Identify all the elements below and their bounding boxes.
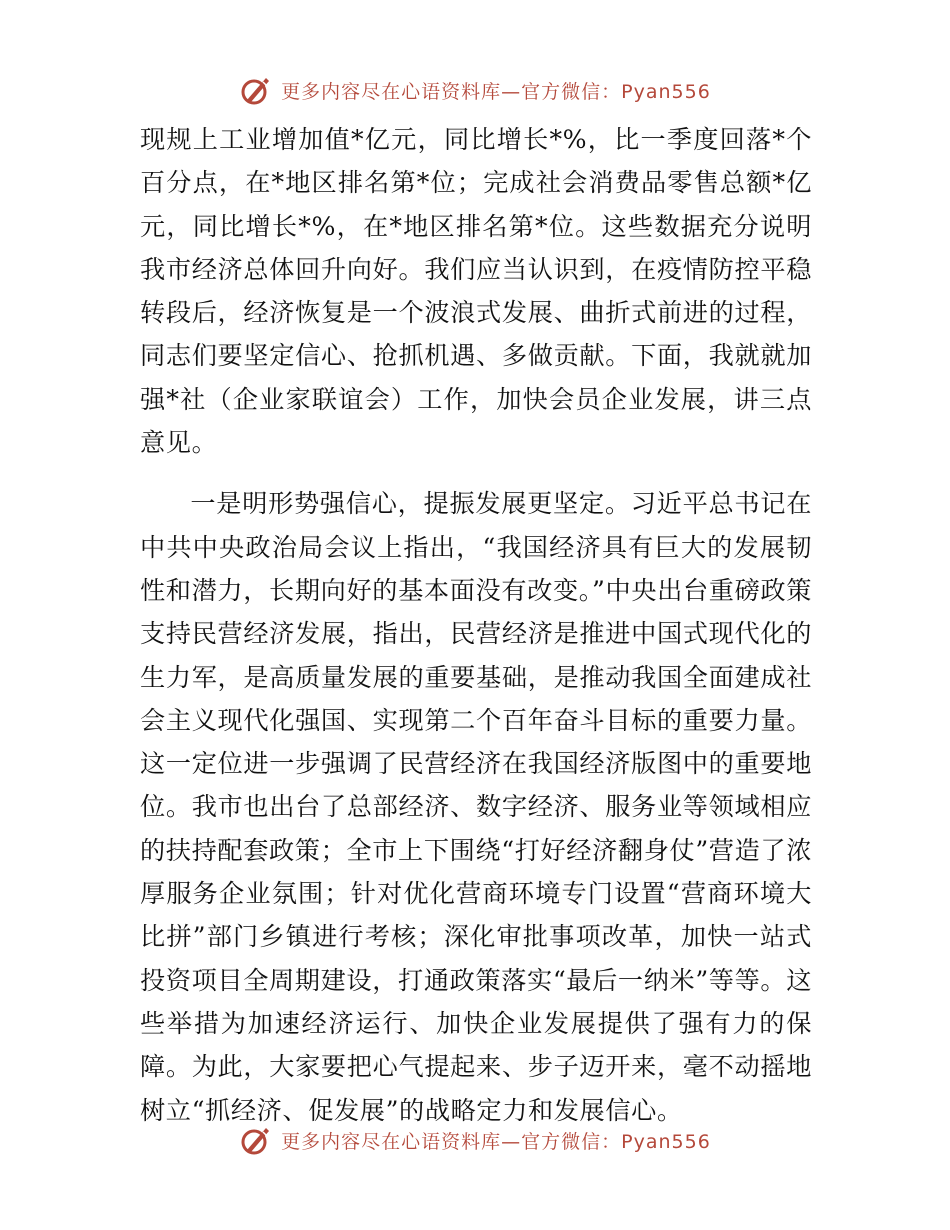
quill-pen-logo-icon (239, 1123, 273, 1157)
header-banner (0, 70, 950, 110)
quill-pen-logo-icon (239, 73, 273, 107)
footer-banner (0, 1120, 950, 1160)
header-banner-text: 更多内容尽在心语资料库—官方微信：Pyan556 (281, 80, 711, 103)
body-paragraph-2: 一是明形势强信心，提振发展更坚定。习近平总书记在中共中央政治局会议上指出，“我国经济具有巨大的发展韧性和潜力，长期向好的基本面没有改变。”中央出台重磅政策支持民营经济发展，指出，民营经济是推进中国式现代化的生力军，是高质量发展的重要基础，是推动我国全面建成社会主义现代化强国、实现第二个百年奋斗目标的重要力量。这一定位进一步强调了民营经济在我国经济版图中的重要地位。我市也出台了总部经济、数字经济、服务业等领域相应的扶持配套政策；全市上下围绕“打好经济翻身仗”营造了浓厚服务企业氛围；针对优化营商环境专门设置“营商环境大比拼”部门乡镇进行考核；深化审批事项改革，加快一站式投资项目全周期建设，打通政策落实“最后一纳米”等等。这些举措为加速经济运行、加快企业发展提供了强有力的保障。为此，大家要把心气提起来、步子迈开来，毫不动摇地树立“抓经济、促发展”的战略定力和发展信心。 (140, 489, 812, 1125)
body-paragraph-1: 现规上工业增加值*亿元，同比增长*%，比一季度回落*个百分点，在*地区排名第*位；完成社会消费品零售总额*亿元，同比增长*%，在*地区排名第*位。这些数据充分说明我市经济总体回升向好。我们应当认识到，在疫情防控平稳转段后，经济恢复是一个波浪式发展、曲折式前进的过程，同志们要坚定信心、抢抓机遇、多做贡献。下面，我就就加强*社（企业家联谊会）工作，加快会员企业发展，讲三点意见。 (140, 125, 812, 458)
document-body (140, 118, 812, 1132)
footer-banner-text: 更多内容尽在心语资料库—官方微信：Pyan556 (281, 1130, 711, 1153)
